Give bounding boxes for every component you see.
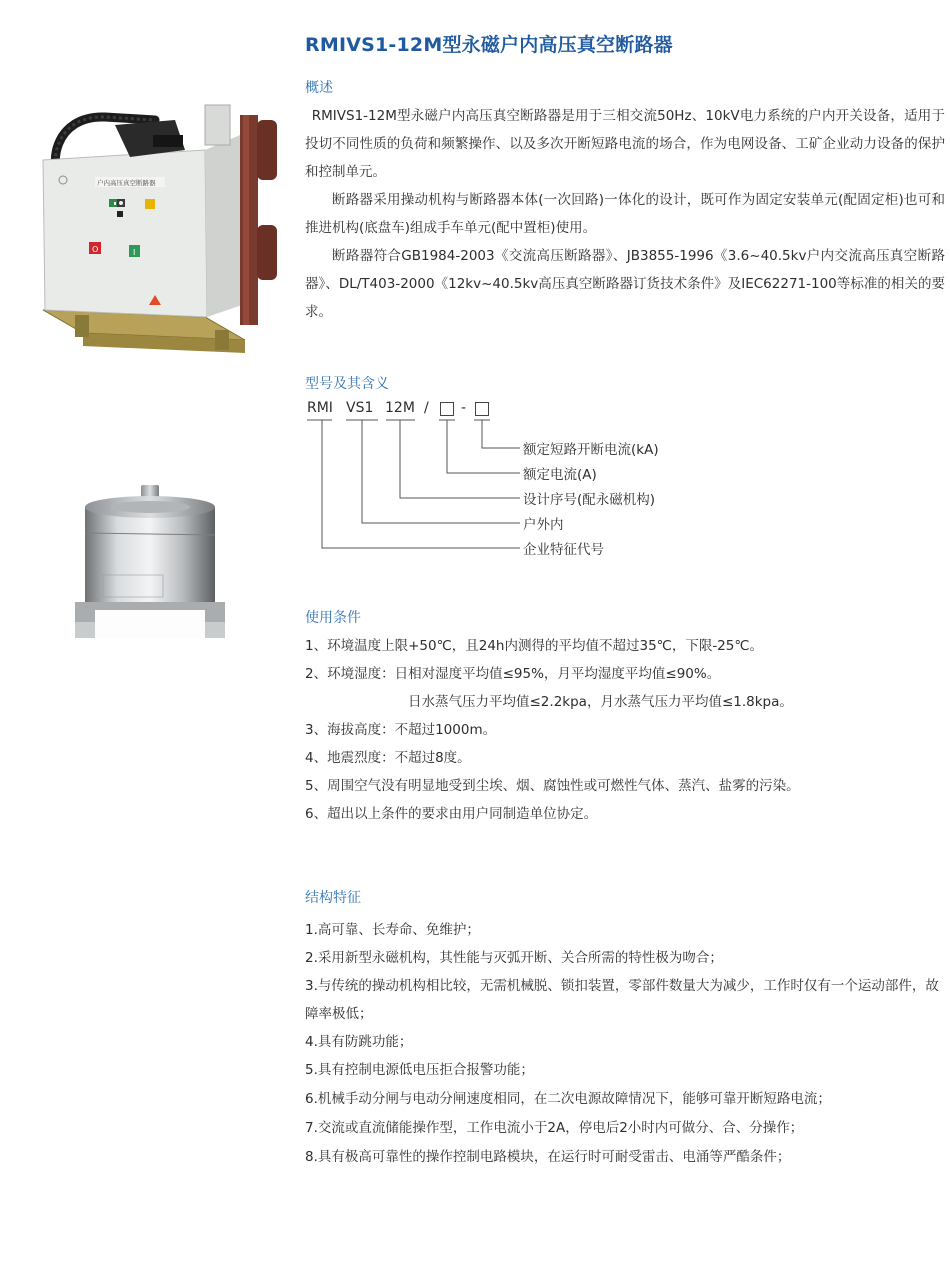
feature-item-1: 1.高可靠、长寿命、免维护；	[305, 922, 480, 938]
feature-item-7: 7.交流或直流储能操作型，工作电流小于2A，停电后2小时内可做分、合、分操作；	[305, 1120, 804, 1136]
breaker-panel-label: 户内高压真空断路器	[97, 179, 156, 187]
model-code-vs1: VS1	[346, 400, 374, 416]
condition-item-1: 1、环境温度上限+50℃，且24h内测得的平均值不超过35℃，下限-25℃。	[305, 638, 764, 654]
model-label-rated-current: 额定电流(A)	[523, 467, 597, 483]
feature-item-2: 2.采用新型永磁机构，其性能与灭弧开断、关合所需的特性极为吻合；	[305, 950, 723, 966]
feature-item-5: 5.具有控制电源低电压拒合报警功能；	[305, 1062, 534, 1078]
condition-item-5: 5、周围空气没有明显地受到尘埃、烟、腐蚀性或可燃性气体、蒸汽、盐雾的污染。	[305, 778, 800, 794]
page-title: RMIVS1-12M型永磁户内高压真空断路器	[305, 34, 673, 56]
model-code-12m: 12M	[385, 400, 415, 416]
model-code-dash: -	[461, 400, 467, 416]
feature-item-8: 8.具有极高可靠性的操作控制电路模块，在运行时可耐受雷击、电涌等严酷条件；	[305, 1149, 791, 1165]
model-label-breaking-current: 额定短路开断电流(kA)	[523, 442, 659, 458]
model-heading: 型号及其含义	[305, 376, 389, 392]
condition-item-3: 3、海拔高度：不超过1000m。	[305, 722, 497, 738]
overview-paragraph-3: 断路器符合GB1984-2003《交流高压断路器》、JB3855-1996《3.6~40.5kv户内交流高压真空断路器》、DL/T403-2000《12kv~40.5kv高压真空断路器订货技术条件》及IEC62271-100等标准的相关的要求。	[305, 248, 945, 320]
model-diagram-lines	[300, 415, 530, 560]
overview-heading: 概述	[305, 80, 333, 96]
model-label-design-number: 设计序号(配永磁机构)	[523, 492, 656, 508]
overview-paragraph-1: RMIVS1-12M型永磁户内高压真空断路器是用于三相交流50Hz、10kV电力系统的户内开关设备，适用于投切不同性质的负荷和频繁操作、以及多次开断短路电流的场合，作为电网设备、工矿企业动力设备的保护和控制单元。	[305, 108, 945, 180]
magnet-actuator-image	[75, 485, 225, 640]
condition-item-2-cont: 日水蒸气压力平均值≤2.2kpa，月水蒸气压力平均值≤1.8kpa。	[408, 694, 793, 710]
feature-item-6: 6.机械手动分闸与电动分闸速度相同，在二次电源故障情况下，能够可靠开断短路电流；	[305, 1091, 831, 1107]
condition-item-6: 6、超出以上条件的要求由用户同制造单位协定。	[305, 806, 598, 822]
overview-paragraph-2: 断路器采用操动机构与断路器本体(一次回路)一体化的设计，既可作为固定安装单元(配固定柜)也可和推进机构(底盘车)组成手车单元(配中置柜)使用。	[305, 192, 945, 236]
conditions-heading: 使用条件	[305, 610, 361, 626]
feature-item-3: 3.与传统的操动机构相比较，无需机械脱、锁扣装置，零部件数量大为减少，工作时仅有一个运动部件，故障率极低；	[305, 978, 939, 1022]
condition-item-2: 2、环境湿度：日相对湿度平均值≤95%，月平均湿度平均值≤90%。	[305, 666, 721, 682]
close-button-label: I	[133, 248, 136, 257]
model-label-indoor-outdoor: 户外内	[523, 517, 564, 533]
model-label-company-code: 企业特征代号	[523, 542, 604, 558]
circuit-breaker-image	[35, 95, 285, 375]
condition-item-4: 4、地震烈度：不超过8度。	[305, 750, 471, 766]
open-button-label: O	[92, 245, 99, 254]
feature-item-4: 4.具有防跳功能；	[305, 1034, 413, 1050]
model-code-rmi: RMI	[307, 400, 333, 416]
features-heading: 结构特征	[305, 890, 361, 906]
model-code-slash: /	[424, 400, 429, 416]
